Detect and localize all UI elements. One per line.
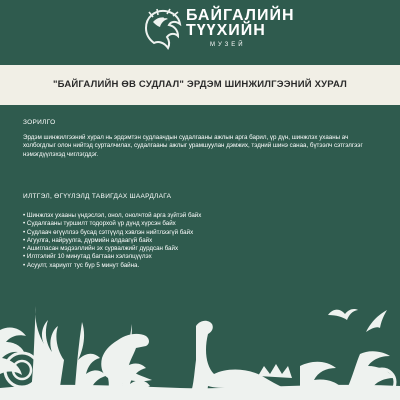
goal-paragraph: Эрдэм шинжилгээний хурал нь эрдэмтэн судлаачдын судалгааны ажлын арга барил, үр дүн, шинжлэх ухааны ач холбогдлыг олон нийтэд сурталчилах, судалгааны ажлыг урамшуулан дэмжих, тэдний шинэ санаа, бүтээлч сэтгэлгээг нэмэгдүүлэхэд чиглэгддэг. bbox=[23, 134, 363, 158]
stegosaurus-icon bbox=[258, 364, 292, 378]
goal-heading: ЗОРИЛГО bbox=[23, 119, 56, 126]
list-item: • Судалгааны туршилт тодорхой үр дүнд хүрсэн байх bbox=[23, 220, 201, 228]
list-item: • Судлаач өгүүллээ бусад сэтгүүлд хэвлэн нийтлээгүй байх bbox=[23, 229, 201, 237]
requirements-list bbox=[23, 212, 201, 270]
logo-line-2: ТҮҮХИЙН bbox=[186, 22, 266, 39]
pterosaur-icon bbox=[366, 310, 387, 332]
page-title: "БАЙГАЛИЙН ӨВ СУДЛАЛ" ЭРДЭМ ШИНЖИЛГЭЭНИЙ ХУРАЛ bbox=[52, 79, 348, 90]
list-item: • Ашигласан мэдээллийн эх сурвалжийг дурдсан байх bbox=[23, 245, 201, 253]
dinosaur-landscape-illustration bbox=[0, 270, 400, 400]
museum-logo-text bbox=[186, 8, 295, 48]
logo-line-3: МУЗЕЙ bbox=[210, 42, 246, 48]
requirements-heading: ИЛТГЭЛ, ӨГҮҮЛЭЛД ТАВИГДАХ ШААРДЛАГА bbox=[23, 193, 172, 200]
bird-icon bbox=[328, 309, 358, 320]
list-item: • Агуулга, найруулга, дүрмийн алдаагүй байх bbox=[23, 237, 201, 245]
header bbox=[0, 0, 400, 65]
list-item: • Шинжлэх ухааны үндэслэл, онол, онолчтой арга зүйтэй байх bbox=[23, 212, 201, 220]
list-item: • Асуулт, хариулт тус бүр 5 минут байна. bbox=[23, 262, 201, 270]
logo-line-1: БАЙГАЛИЙН bbox=[186, 7, 295, 24]
list-item: • Илтгэлийг 10 минутад багтаан хэлэлцүүлэх bbox=[23, 253, 201, 261]
dinosaur-logo-icon bbox=[140, 6, 186, 50]
title-banner bbox=[0, 65, 400, 105]
